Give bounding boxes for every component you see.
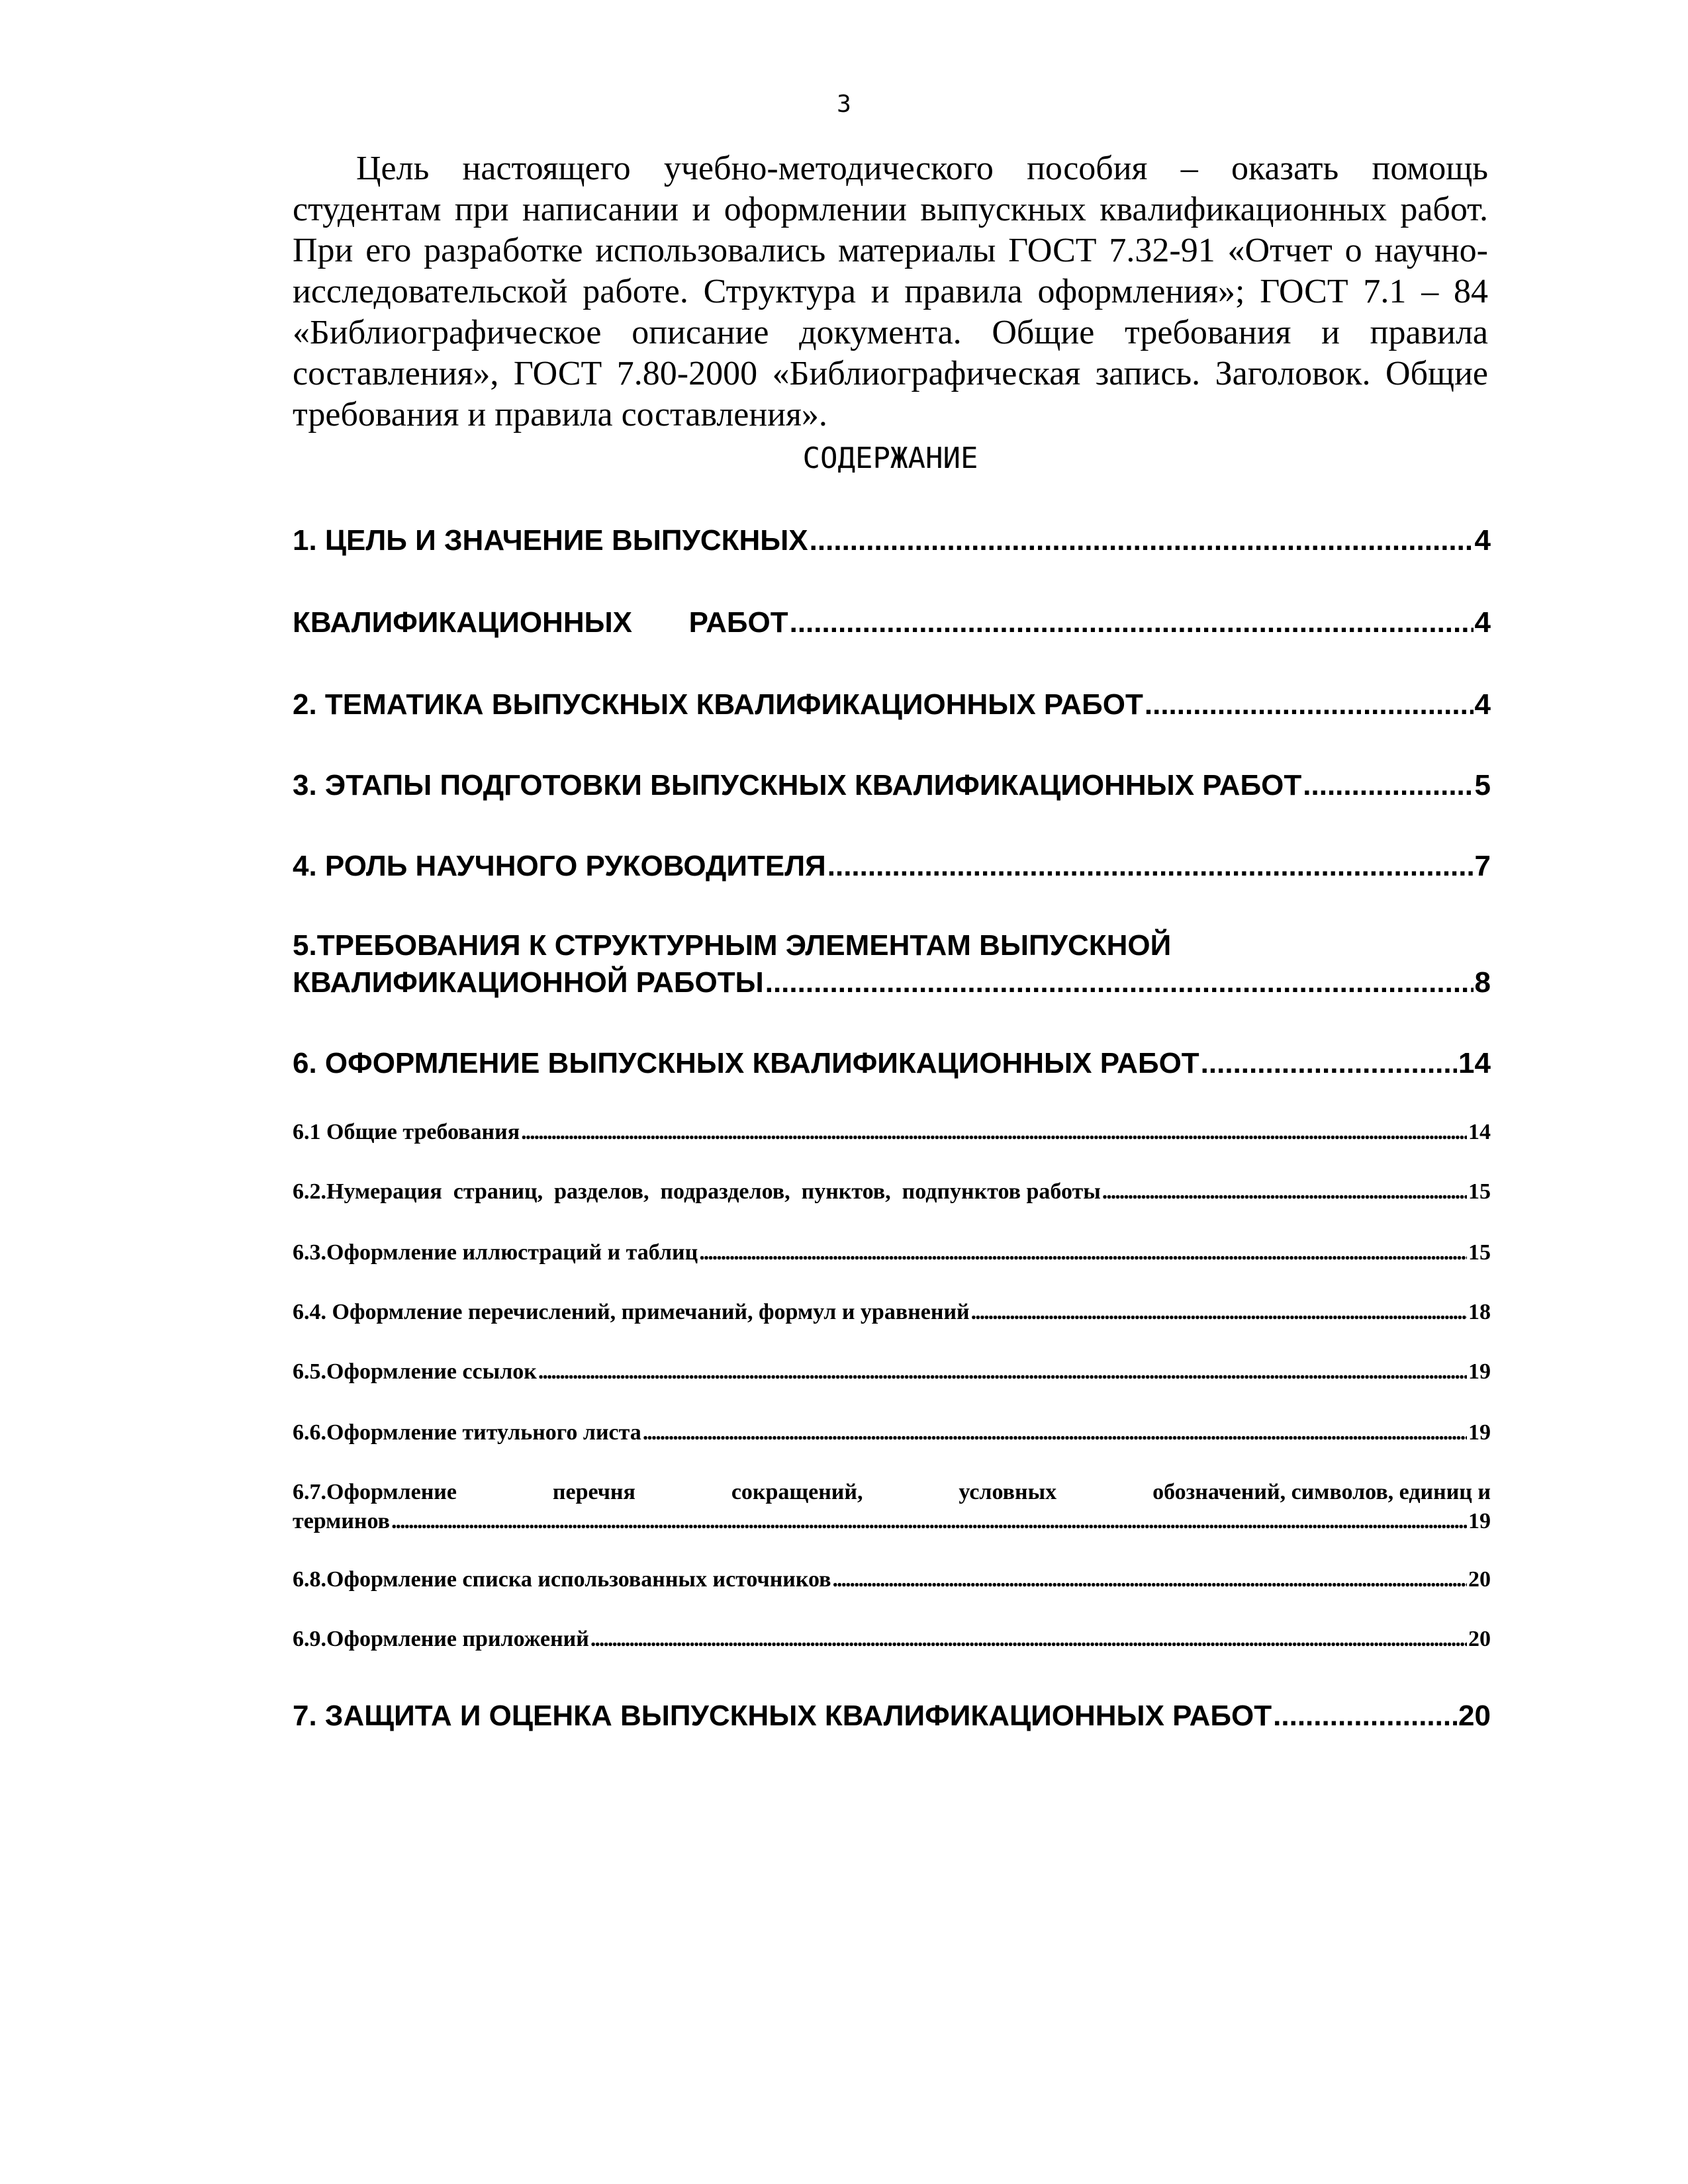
- page-number: 3: [837, 91, 851, 118]
- toc-entry-6-3[interactable]: [293, 1239, 1491, 1267]
- toc-entry-page: 7: [1474, 850, 1491, 882]
- toc-entry-label: 6.2.Нумерация страниц, разделов, подразделов, пунктов, подпунктов работы: [293, 1179, 1101, 1204]
- toc-entry-page: 8: [1474, 966, 1491, 999]
- toc-leader-dots: [827, 848, 1474, 884]
- toc-entry-2[interactable]: [293, 687, 1491, 723]
- toc-entry-page: 19: [1468, 1359, 1491, 1384]
- toc-word: условных: [959, 1480, 1057, 1504]
- toc-entry-label: КВАЛИФИКАЦИОННОЙ РАБОТЫ: [293, 966, 764, 999]
- toc-entry-5[interactable]: [293, 965, 1491, 1001]
- toc-leader-dots: [790, 605, 1474, 641]
- toc-leader-dots: [1201, 1046, 1457, 1081]
- toc-entry-6-1[interactable]: [293, 1118, 1491, 1146]
- toc-entry-1-continued[interactable]: [293, 605, 1491, 641]
- toc-entry-label: 4. РОЛЬ НАУЧНОГО РУКОВОДИТЕЛЯ: [293, 850, 826, 882]
- toc-word: перечня: [552, 1480, 635, 1504]
- toc-leader-dots: [971, 1298, 1467, 1326]
- toc-entry-page: 14: [1458, 1047, 1491, 1079]
- toc-entry-label: 6.6.Оформление титульного листа: [293, 1420, 641, 1445]
- toc-entry-page: 20: [1468, 1627, 1491, 1651]
- toc-leader-dots: [699, 1239, 1467, 1267]
- toc-entry-label: 6.5.Оформление ссылок: [293, 1359, 537, 1384]
- toc-leader-dots: [391, 1508, 1467, 1535]
- toc-leader-dots: [1303, 768, 1473, 803]
- toc-entry-page: 18: [1468, 1300, 1491, 1324]
- toc-entry-1[interactable]: [293, 523, 1491, 559]
- toc-entry-page: 20: [1468, 1567, 1491, 1592]
- toc-entry-3[interactable]: [293, 768, 1491, 803]
- toc-entry-6-7-line1[interactable]: [293, 1479, 1491, 1506]
- toc-entry-label: 6.9.Оформление приложений: [293, 1627, 589, 1651]
- toc-leader-dots: [765, 965, 1474, 1001]
- toc-entry-5-line1[interactable]: 5.ТРЕБОВАНИЯ К СТРУКТУРНЫМ ЭЛЕМЕНТАМ ВЫПУСКНОЙ: [293, 929, 1172, 962]
- toc-entry-page: 4: [1474, 524, 1491, 557]
- toc-entry-page: 4: [1474, 688, 1491, 721]
- toc-entry-6-2[interactable]: [293, 1178, 1491, 1206]
- toc-entry-page: 15: [1468, 1240, 1491, 1265]
- toc-leader-dots: [643, 1419, 1467, 1447]
- toc-leader-dots: [521, 1118, 1467, 1146]
- toc-entry-page: 5: [1474, 769, 1491, 801]
- toc-entry-label: 1. ЦЕЛЬ И ЗНАЧЕНИЕ ВЫПУСКНЫХ: [293, 524, 808, 557]
- toc-entry-page: 19: [1468, 1509, 1491, 1533]
- toc-entry-label: 6.8.Оформление списка использованных источников: [293, 1567, 831, 1592]
- toc-entry-page: 15: [1468, 1179, 1491, 1204]
- toc-entry-6-8[interactable]: [293, 1566, 1491, 1594]
- toc-entry-label: 3. ЭТАПЫ ПОДГОТОВКИ ВЫПУСКНЫХ КВАЛИФИКАЦИОННЫХ РАБОТ: [293, 769, 1302, 801]
- toc-entry-6-4[interactable]: [293, 1298, 1491, 1326]
- intro-paragraph: Цель настоящего учебно-методического пособия – оказать помощь студентам при написании и оформлении выпускных квалификационных работ. При его разработке использовались материалы ГОСТ 7.32-91 «Отчет о научно-исследовательской работе. Структура и правила оформления»; ГОСТ 7.1 – 84 «Библиографическое описание документа. Общие требования и правила составления», ГОСТ 7.80-2000 «Библиографическая запись. Заголовок. Общие требования и правила составления».: [293, 150, 1488, 433]
- toc-entry-label: 6.1 Общие требования: [293, 1120, 520, 1144]
- toc-entry-page: 4: [1474, 606, 1491, 639]
- toc-entry-label: 6.4. Оформление перечислений, примечаний, формул и уравнений: [293, 1300, 970, 1324]
- toc-entry-4[interactable]: [293, 848, 1491, 884]
- toc-leader-dots: [1145, 687, 1474, 723]
- toc-entry-label: терминов: [293, 1509, 391, 1533]
- toc-leader-dots: [538, 1358, 1467, 1386]
- toc-title: СОДЕРЖАНИЕ: [802, 441, 978, 475]
- toc-entry-label: 6. ОФОРМЛЕНИЕ ВЫПУСКНЫХ КВАЛИФИКАЦИОННЫХ РАБОТ: [293, 1047, 1199, 1079]
- toc-entry-7[interactable]: [293, 1698, 1491, 1734]
- toc-entry-6[interactable]: [293, 1046, 1491, 1081]
- toc-word: обозначений, символов, единиц и: [1152, 1480, 1491, 1504]
- toc-entry-label: 6.3.Оформление иллюстраций и таблиц: [293, 1240, 698, 1265]
- toc-entry-label: 7. ЗАЩИТА И ОЦЕНКА ВЫПУСКНЫХ КВАЛИФИКАЦИОННЫХ РАБОТ: [293, 1700, 1272, 1732]
- toc-leader-dots: [833, 1566, 1467, 1594]
- toc-word: сокращений,: [731, 1480, 863, 1504]
- toc-entry-6-7[interactable]: [293, 1508, 1491, 1535]
- toc-entry-6-6[interactable]: [293, 1419, 1491, 1447]
- toc-entry-label: 2. ТЕМАТИКА ВЫПУСКНЫХ КВАЛИФИКАЦИОННЫХ РАБОТ: [293, 688, 1143, 721]
- toc-leader-dots: [810, 523, 1474, 559]
- toc-leader-dots: [1273, 1698, 1457, 1734]
- toc-entry-label: КВАЛИФИКАЦИОННЫХ РАБОТ: [293, 606, 788, 639]
- toc-entry-6-9[interactable]: [293, 1625, 1491, 1653]
- toc-entry-page: 14: [1468, 1120, 1491, 1144]
- toc-leader-dots: [590, 1625, 1467, 1653]
- toc-entry-page: 19: [1468, 1420, 1491, 1445]
- toc-entry-page: 20: [1458, 1700, 1491, 1732]
- toc-entry-6-5[interactable]: [293, 1358, 1491, 1386]
- toc-word: 6.7.Оформление: [293, 1480, 457, 1504]
- toc-leader-dots: [1102, 1178, 1467, 1206]
